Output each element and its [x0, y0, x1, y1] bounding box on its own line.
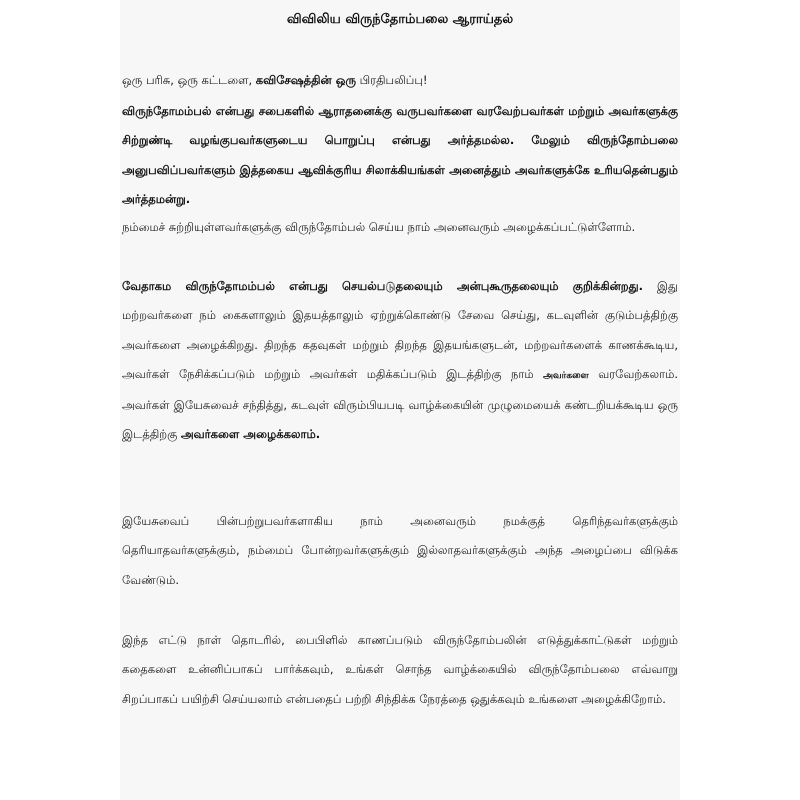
paragraph-followers: இயேசுவைப் பின்பற்றுபவர்களாகிய நாம் அனைவரும் நமக்குத் தெரிந்தவர்களுக்கும் தெரியாதவர்களுக்கும், நம்மைப் போன்றவர்களுக்கும் இல்லாதவர்களுக்கும் அந்த அழைப்பை விடுக்க வேண்டும்.: [122, 514, 678, 587]
intro-text-after: பிரதிபலிப்பு!: [356, 73, 428, 87]
biblical-hospitality-text-2: வரவேற்கலாம். அவர்கள் இயேசுவைச் சந்தித்து, கடவுள் விரும்பியபடி வாழ்க்கையின் முழுமையைக் கண்டறியக்கூடிய ஒரு இடத்திற்கு: [122, 366, 678, 442]
paragraph-eight-day-series: இந்த எட்டு நாள் தொடரில், பைபிளில் காணப்படும் விருந்தோம்பலின் எடுத்துக்காட்டுகள் மற்றும் கதைகளை உன்னிப்பாகப் பார்க்கவும், உங்கள் சொந்த வாழ்க்கையில் விருந்தோம்பலை எவ்வாறு சிறப்பாகப் பயிற்சி செய்யலாம் என்பதைப் பற்றி சிந்திக்க நேரத்தை ஒதுக்கவும் உங்களை அழைக்கிறோம்.: [122, 633, 678, 706]
biblical-hospitality-small-bold: அவர்களை: [543, 370, 589, 381]
document-title: விவிலிய விருந்தோம்பலை ஆராய்தல்: [286, 12, 514, 27]
paragraph-biblical-hospitality: [122, 272, 678, 450]
paragraph-invitation: நம்மைச் சுற்றியுள்ளவர்களுக்கு விருந்தோம்பல் செய்ய நாம் அனைவரும் அழைக்கப்பட்டுள்ளோம்.: [122, 220, 636, 234]
cut-off-heading: [122, 0, 678, 2]
intro-text-bold: கவிசேஷத்தின் ஒரு: [255, 73, 356, 87]
biblical-hospitality-bold-start: வேதாகம விருந்தோமம்பல் என்பது செயல்படுதலையும் அன்புகூருதலையும் குறிக்கின்றது.: [122, 279, 643, 293]
biblical-hospitality-text-1: இது மற்றவர்களை நம் கைகளாலும் இதயத்தாலும் ஏற்றுக்கொண்டு சேவை செய்து, கடவுளின் குடும்பத்திற்கு அவர்களை அழைக்கிறது. திறந்த கதவுகள் மற்றும் திறந்த இதயங்களுடன், மற்றவர்களைக் காணக்கூடிய, அவர்கள் நேசிக்கப்படும் மற்றும் அவர்கள் மதிக்கப்படும் இடத்திற்கு நாம்: [122, 279, 678, 381]
intro-line: [122, 66, 678, 95]
document-page: [120, 0, 680, 800]
intro-text-before: ஒரு பரிசு, ஒரு கட்டளை,: [122, 73, 256, 87]
paragraph-hospitality-meaning: விருந்தோமம்பல் என்பது சபைகளில் ஆராதனைக்கு வருபவர்களை வரவேற்பவர்கள் மற்றும் அவர்களுக்கு சிற்றுண்டி வழங்குபவர்களுடைய பொறுப்பு என்பது அர்த்தமல்ல. மேலும் விருந்தோம்பலை அனுபவிப்பவர்களும் இத்தகைய ஆவிக்குரிய சிலாக்கியங்கள் அனைத்தும் அவர்களுக்கே உரியதென்பதும் அர்த்தமன்று.: [122, 104, 678, 206]
biblical-hospitality-bold-end: அவர்களை அழைக்கலாம்.: [180, 427, 321, 442]
